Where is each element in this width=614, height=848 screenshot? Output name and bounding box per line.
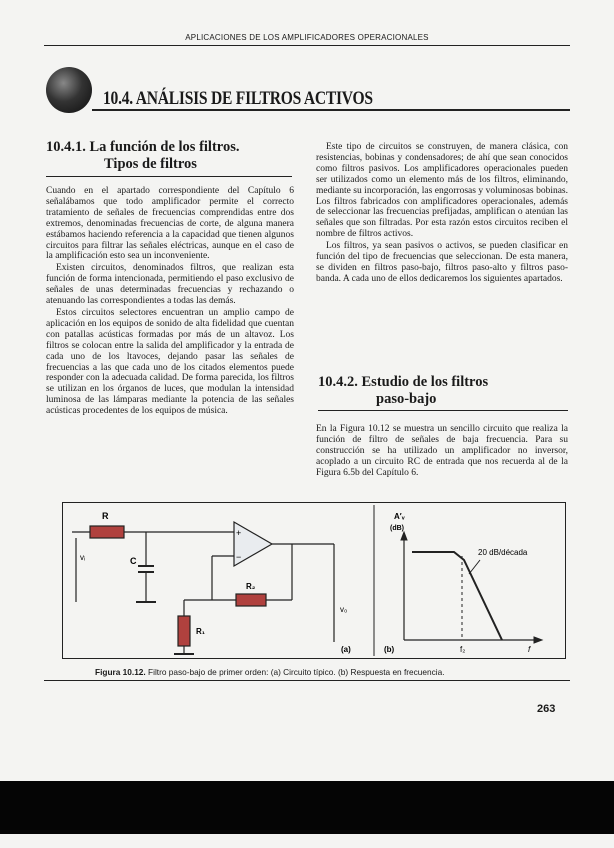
label-r: R: [102, 511, 109, 521]
label-minus: −: [236, 552, 242, 562]
label-c: C: [130, 556, 137, 566]
left-paragraph-1: Cuando en el apartado correspondiente del Capítulo 6 señalábamos que todo amplificador permite el correcto tratamiento de señales de frecuencias comprendidas entre dos extremos, denominadas frecuencias de corte, de alguna manera estábamos haciendo referencia a la capacidad que tienen algunos circuitos para filtrar las señales eléctricas, aunque en el caso de la amplificación esto sea un inconveniente.: [46, 186, 294, 262]
subsection-2-heading: [318, 374, 488, 408]
resistor-r1: [178, 616, 190, 646]
header-rule: [44, 45, 570, 46]
running-head: APLICACIONES DE LOS AMPLIFICADORES OPERACIONALES: [185, 33, 429, 42]
left-column: [46, 186, 294, 417]
subsection-1-heading: [46, 139, 239, 173]
label-db: (dB): [390, 525, 404, 532]
label-vo: v₀: [340, 605, 348, 614]
section-rule: [92, 109, 570, 111]
label-f: f: [528, 645, 531, 654]
axis-x-arrow: [534, 637, 542, 643]
right-paragraph-1: Este tipo de circuitos se construyen, de manera clásica, con resistencias, bobinas y condensadores; de ahí que sean conocidos como filtros pasivos. Los amplificadores operacionales pueden ser utilizados como un elemento más de los filtros, eliminando, mediante su incorporación, las engorrosas y voluminosas bobinas. Los filtros fabricados con amplificadores operacionales, además de seleccionar las frecuencias prefijadas, amplifican o atenúan las señales que son filtradas. Por esta razón estos circuitos reciben el nombre de filtros activos.: [316, 142, 568, 240]
figure-svg: [62, 502, 566, 659]
resistor-r: [90, 526, 124, 538]
right-column-bottom: [316, 424, 568, 479]
right-paragraph-2: Los filtros, ya sean pasivos o activos, se pueden clasificar en función del tipo de frecuencias que seleccionan. De esta manera, se dividen en filtros paso-bajo, filtros paso-alto y filtros paso-banda. A cada uno de ellos dedicaremos los siguientes apartados.: [316, 241, 568, 284]
label-f2: f₂: [460, 645, 466, 654]
response-curve: [412, 552, 502, 640]
caption-rule: [44, 680, 570, 681]
caption-text: Filtro paso-bajo de primer orden: (a) Circuito típico. (b) Respuesta en frecuencia.: [148, 667, 445, 677]
left-paragraph-2: Existen circuitos, denominados filtros, que realizan esta función de forma intencionada, permitiendo el paso exclusivo de señales de unas determinadas frecuencias y rechazando o atenuando las correspondientes a todas las demás.: [46, 263, 294, 307]
scan-bottom-bar: [0, 781, 614, 834]
caption-label: Figura 10.12.: [95, 667, 146, 677]
label-vi: vᵢ: [80, 553, 86, 562]
page-number: 263: [537, 703, 556, 715]
right-column-top: [316, 142, 568, 285]
subsection-1-line2: Tipos de filtros: [104, 156, 197, 172]
subsection-2-rule: [318, 410, 568, 411]
slope-pointer: [469, 560, 480, 574]
label-r2: R₂: [246, 582, 256, 591]
subsection-1-rule: [46, 176, 292, 177]
figure-frame: [63, 503, 566, 659]
figure-caption: [95, 667, 445, 677]
resistor-r2: [236, 594, 266, 606]
subsection-2-line1: 10.4.2. Estudio de los filtros: [318, 374, 489, 390]
label-a: (a): [341, 645, 351, 654]
subsection-2-line2: paso-bajo: [376, 391, 437, 407]
section-title: 10.4. ANÁLISIS DE FILTROS ACTIVOS: [103, 88, 373, 109]
subsection-1-line1: 10.4.1. La función de los filtros.: [46, 139, 240, 155]
label-plus: +: [236, 528, 242, 538]
label-r1: R₁: [196, 627, 206, 636]
figure-10-12: [62, 502, 566, 659]
right-paragraph-3: En la Figura 10.12 se muestra un sencillo circuito que realiza la función de filtro de señales de baja frecuencia. Para su construcción se ha utilizado un amplificador no inversor, acoplado a un circuito RC de entrada que nos recuerda al de la Figura 6.5b del Capítulo 6.: [316, 424, 568, 478]
axis-y-arrow: [401, 532, 407, 540]
label-b: (b): [384, 645, 395, 654]
left-paragraph-3: Estos circuitos selectores encuentran un amplio campo de aplicación en los equipos de sonido de alta fidelidad que cuentan con patallas acústicas formadas por más de un altavoz. Los filtros se colocan entre la salida del amplificador y la entrada de cada uno de los ltavoces, dejando pasar las señales de frecuencias a las que cada uno de los citados elementos puede responder con la adecuada calidad. De forma parecida, los filtros se utilizan en los órganos de luces, que modulan la intensidad luminosa de las lámparas mediante la potencia de las señales acústicas procedentes de los equipos de música.: [46, 307, 294, 417]
label-gain: A′ᵥ: [394, 512, 405, 521]
section-ball-icon: [46, 67, 92, 113]
label-slope: 20 dB/década: [478, 548, 528, 557]
